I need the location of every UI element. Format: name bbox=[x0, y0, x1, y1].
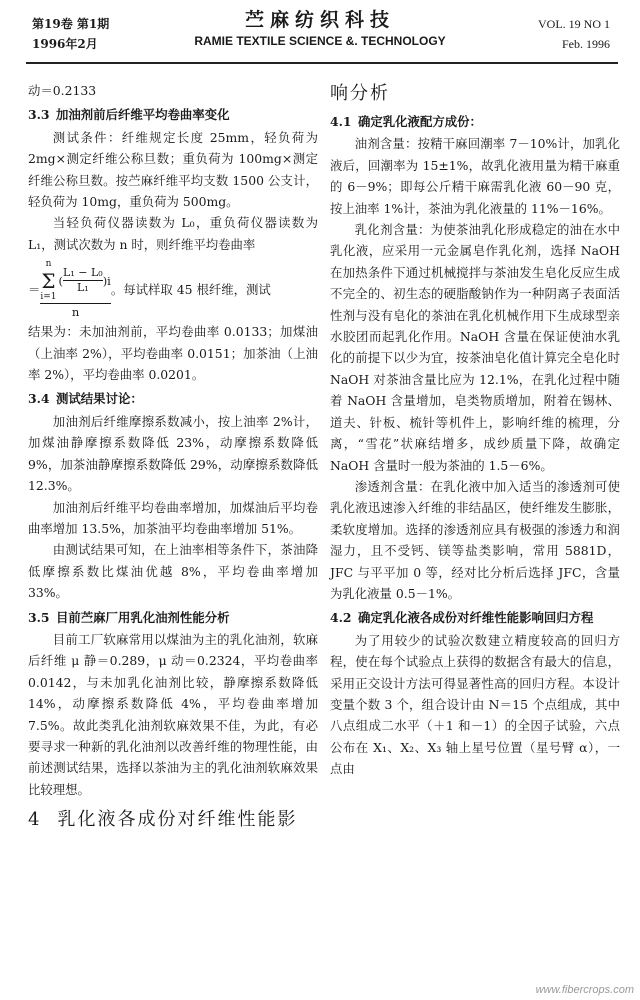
paragraph: 测试条件：纤维规定长度 25mm，轻负荷为 2mg×测定纤维公称旦数；重负荷为 100mg×测定纤维公称旦数。按苎麻纤维平均支数 1500 公支计，轻负荷为 10mg，重负荷为 500mg。 bbox=[28, 129, 318, 210]
formula-trailing-text: 。每试样取 45 根纤维，测试 bbox=[110, 281, 271, 297]
formula-fraction: n Σ i=1 ( $\frac{\text{L₁ − L₀}}{\text{L₁}}$ )i n bbox=[40, 258, 111, 319]
section-heading-4-2: 4.2 确定乳化液各成份对纤维性能影响回归方程 bbox=[330, 610, 594, 626]
paragraph: 为了用较少的试验次数建立精度较高的回归方程，使在每个试验点上获得的数据含有最大的信息，采用正交设计方法可得显著性高的回归方程。本设计变量个数 3 个，组合设计由 N＝15 个点组成，其中八点组成二水平（＋1 和－1）的全因子试验，六点公布在 X₁、X₂、X₃ 轴上星号位置（星号臂 α），一点由 bbox=[330, 632, 620, 777]
volume-en: VOL. 19 NO 1 bbox=[538, 17, 610, 31]
page-header bbox=[0, 0, 640, 60]
date-cn: 1996年2月 bbox=[32, 37, 98, 51]
watermark: www.fibercrops.com bbox=[535, 984, 634, 996]
paragraph: 结果为：未加油剂前，平均卷曲率 0.0133；加煤油（上油率 2%），平均卷曲率 0.0151；加茶油（上油率 2%），平均卷曲率 0.0201。 bbox=[28, 324, 318, 383]
header-rule bbox=[26, 62, 618, 64]
paragraph: 目前工厂软麻常用以煤油为主的乳化油剂，软麻后纤维 μ 静＝0.289，μ 动＝0.2324，平均卷曲率 0.0142，与未加乳化油剂比较，静摩擦系数降低 14%，动摩擦系数降低 4%，平均卷曲率增加 7.5%。故此类乳化油剂软麻效果不佳，为此，有必要寻求一种新的乳化油剂以改善纤维的物理性能，由前述测试结果，选择以茶油为主的乳化油剂软麻效果比较理想。 bbox=[28, 631, 318, 797]
paragraph: 由测试结果可知，在上油率相等条件下，茶油降低摩擦系数比煤油优越 8%，平均卷曲率增加 33%。 bbox=[28, 542, 318, 601]
paragraph: 动＝0.2133 bbox=[28, 83, 97, 98]
paragraph: 当轻负荷仪器读数为 L₀，重负荷仪器读数为 L₁，测试次数为 n 时，则纤维平均卷曲率 bbox=[28, 215, 318, 252]
journal-title-en: RAMIE TEXTILE SCIENCE &. TECHNOLOGY bbox=[194, 34, 446, 48]
section-heading-4-continued: 响分析 bbox=[330, 83, 390, 104]
paragraph: 渗透剂含量：在乳化液中加入适当的渗透剂可使乳化液迅速渗入纤维的非结晶区，使纤维发生膨胀，柔软度增加。选择的渗透剂应具有极强的渗透力和润湿力，且不受钙、镁等盐类影响，常用 5881D，JFC 与平平加 0 等，经对比分析后选择 JFC，含量为乳化液量 0.5－1%。 bbox=[330, 478, 620, 601]
curl-rate-formula: ＝ n Σ i=1 ( $\frac{\text{L₁ − L₀}}{\text{L₁}}$ )i n 。每试样取 45 根纤维，测试 bbox=[28, 258, 271, 319]
section-heading-3-3: 3.3 加油剂前后纤维平均卷曲率变化 bbox=[28, 107, 230, 123]
left-column bbox=[28, 80, 318, 985]
paragraph: 乳化剂含量：为使茶油乳化形成稳定的油在水中乳化液，应采用一元金属皂作乳化剂，选择 NaOH 在加热条件下通过机械搅拌与茶油发生皂化反应生成不完全的、初生态的硬脂酸钠作为一种阴离子表面活性剂与没有皂化的茶油在乳化机械作用下生成球型亲水胶团而起乳化作用。NaOH 含量在保证使油水乳化的前提下以少为宜，按茶油皂化值计算完全皂化时 NaOH 对茶油含量比应为 12.1%，在乳化过程中随着 NaOH 含量增加，皂类物质增加，附着在锡林、道夫、针板、梳针等机件上，影响纤维的梳理，分离，“雪花”状麻结增多，成纱质量下降，故确定 NaOH 含量时一般为茶油的 1.5－6%。 bbox=[330, 222, 620, 473]
header-center bbox=[160, 8, 480, 50]
date-en: Feb. 1996 bbox=[562, 37, 610, 51]
journal-title-cn: 苎麻纺织科技 bbox=[244, 9, 395, 31]
section-heading-4: 4 乳化液各成份对纤维性能影 bbox=[28, 809, 298, 831]
paragraph: 加油剂后纤维平均卷曲率增加，加煤油后平均卷曲率增加 13.5%，加茶油平均卷曲率增加 51%。 bbox=[28, 499, 318, 536]
paragraph: 油剂含量：按精干麻回潮率 7－10%计，加乳化液后，回潮率为 15±1%，故乳化液用量为精干麻重的 6－9%；即每公斤精干麻需乳化液 60－90 克，按上油率 1%计，茶油为乳化液量的 11%－16%。 bbox=[330, 136, 620, 216]
header-left bbox=[32, 14, 109, 54]
paragraph: 加油剂后纤维摩擦系数减小，按上油率 2%计，加煤油静摩擦系数降低 23%，动摩擦系数降低 9%，加茶油静摩擦系数降低 29%，动摩擦系数降低 12.3%。 bbox=[28, 413, 318, 494]
summation: n Σ i=1 bbox=[40, 258, 57, 302]
section-heading-4-1: 4.1 确定乳化液配方成份： bbox=[330, 114, 482, 129]
volume-cn: 第19卷 第1期 bbox=[32, 17, 110, 31]
section-heading-3-4: 3.4 测试结果讨论： bbox=[28, 391, 143, 407]
section-heading-3-5: 3.5 目前苎麻厂用乳化油剂性能分析 bbox=[28, 609, 230, 625]
header-right bbox=[538, 14, 610, 54]
inner-fraction: $\frac{\text{L₁ − L₀}}{\text{L₁}}$ bbox=[63, 266, 103, 295]
right-column bbox=[330, 80, 620, 985]
